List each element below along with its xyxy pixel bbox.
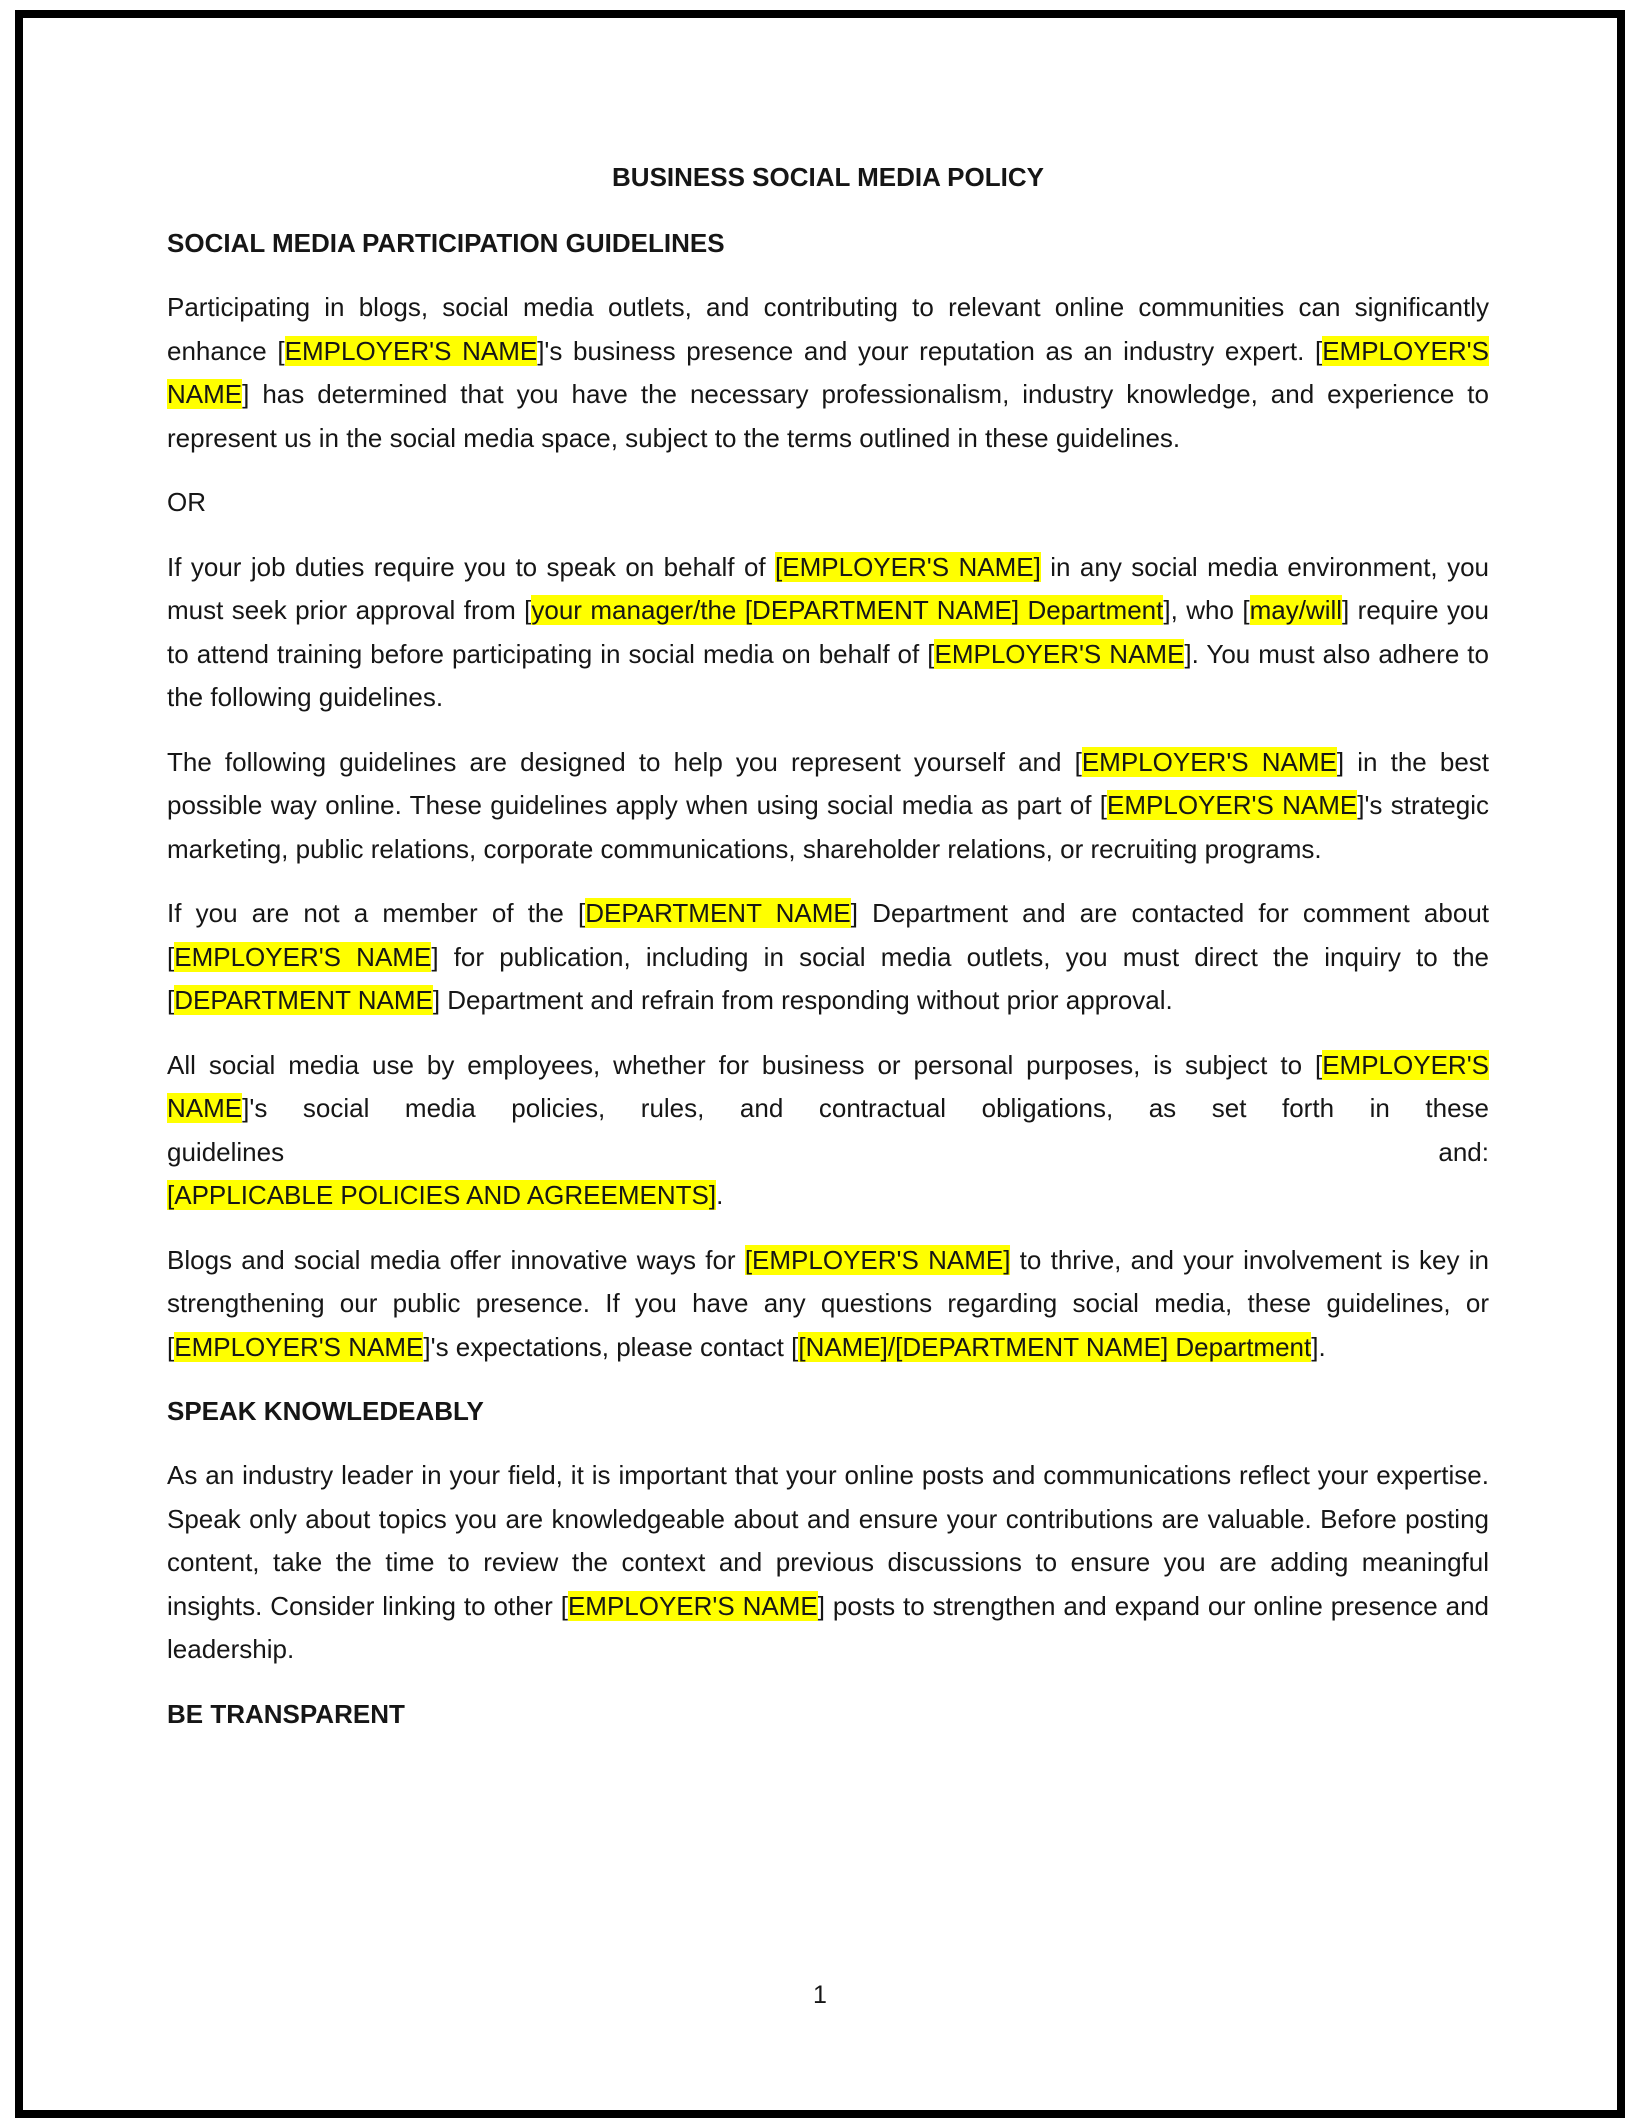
placeholder-highlight: EMPLOYER'S NAME [284,335,538,366]
text-run: As an industry leader in your field, it is important that your online posts and communications reflect your expertise. Speak only about topics you are knowledgeable about and ensure your contributions are valuable. Before posting content, take the time to review the context and previous discussions to ensure you are adding meaningful insights. Consider linking to other [ [167,1460,1489,1621]
paragraph [167,1454,1489,1672]
placeholder-highlight: [EMPLOYER'S NAME] [775,551,1041,582]
text-run: ]. You must also adhere to the following guidelines. [167,638,1489,712]
text-run: All social media use by employees, whether for business or personal purposes, is subject to [ [167,1049,1323,1080]
paragraph [167,1044,1489,1131]
text-run: ] Department and refrain from responding without prior approval. [432,985,1173,1015]
section-heading: SPEAK KNOWLEDEABLY [167,1396,484,1426]
section-heading: BE TRANSPARENT [167,1698,405,1729]
placeholder-highlight: DEPARTMENT NAME [585,898,851,928]
page-number: 1 [813,1981,827,2009]
placeholder-highlight: may/will [1249,595,1343,625]
text-run: ]'s strategic marketing, public relations, corporate communications, shareholder relations, or recruiting programs. [167,790,1489,864]
placeholder-highlight: EMPLOYER'S NAME [174,941,432,972]
placeholder-highlight: [APPLICABLE POLICIES AND AGREEMENTS] [167,1180,717,1210]
page-content [23,18,1617,2110]
text-run: ] Department and are contacted for comment about [ [167,898,1489,972]
page-border-frame [15,10,1625,2118]
text-run: OR [167,487,206,517]
placeholder-highlight: DEPARTMENT NAME [174,985,433,1015]
text-run: Participating in blogs, social media outlets, and contributing to relevant online communities can significantly enhance [ [167,292,1489,366]
text-run: If you are not a member of the [ [167,898,586,928]
document-title: BUSINESS SOCIAL MEDIA POLICY [612,162,1044,192]
text-run: ]'s business presence and your reputation as an industry expert. [ [537,335,1323,366]
text-run: ] posts to strengthen and expand our online presence and leadership. [167,1590,1489,1664]
paragraph [167,286,1489,460]
text-run: If your job duties require you to speak on behalf of [167,551,776,582]
text-run: ]'s expectations, please contact [ [423,1331,799,1362]
section-heading: SOCIAL MEDIA PARTICIPATION GUIDELINES [167,228,725,258]
placeholder-highlight: EMPLOYER'S NAME [567,1590,818,1621]
text-run: ]. [1311,1331,1326,1362]
text-run: in any social media environment, you must seek prior approval from [ [167,551,1489,625]
placeholder-highlight: your manager/the [DEPARTMENT NAME] Department [531,595,1164,625]
text-run: ], who [ [1163,595,1250,625]
paragraph [167,481,1489,525]
text-run: The following guidelines are designed to help you represent yourself and [ [167,746,1082,777]
paragraph [167,1239,1489,1370]
placeholder-highlight: [EMPLOYER'S NAME] [744,1244,1011,1275]
text-run: . [716,1180,724,1210]
placeholder-highlight: EMPLOYER'S NAME [1081,746,1337,777]
placeholder-highlight: EMPLOYER'S NAME [167,335,1489,409]
split-line [167,1131,1489,1175]
placeholder-highlight: [NAME]/[DEPARTMENT NAME] Department [798,1331,1312,1362]
text-run: ] require you to attend training before participating in social media on behalf of [ [167,595,1489,669]
text-run: ] in the best possible way online. These guidelines apply when using social media as part of [ [167,746,1490,820]
paragraph [167,892,1489,1023]
document-body [167,222,1489,1736]
text-run: ]'s social media policies, rules, and contractual obligations, as set forth in these [242,1093,1489,1123]
placeholder-highlight: EMPLOYER'S NAME [1107,790,1358,820]
placeholder-highlight: EMPLOYER'S NAME [167,1049,1489,1123]
paragraph [167,546,1489,720]
split-left-text: guidelines [167,1136,285,1167]
placeholder-highlight: EMPLOYER'S NAME [934,638,1185,669]
paragraph [167,741,1489,872]
split-right-text: and: [1438,1136,1489,1167]
text-run: to thrive, and your involvement is key in strengthening our public presence. If you have any questions regarding social media, these guidelines, or [ [167,1244,1489,1362]
text-run: ] has determined that you have the necessary professionalism, industry knowledge, and experience to represent us in the social media space, subject to the terms outlined in these guidelines. [167,379,1489,453]
placeholder-highlight: EMPLOYER'S NAME [174,1331,424,1362]
paragraph [167,1174,1489,1218]
text-run: ] for publication, including in social media outlets, you must direct the inquiry to the [ [167,941,1489,1015]
text-run: Blogs and social media offer innovative ways for [167,1244,745,1275]
